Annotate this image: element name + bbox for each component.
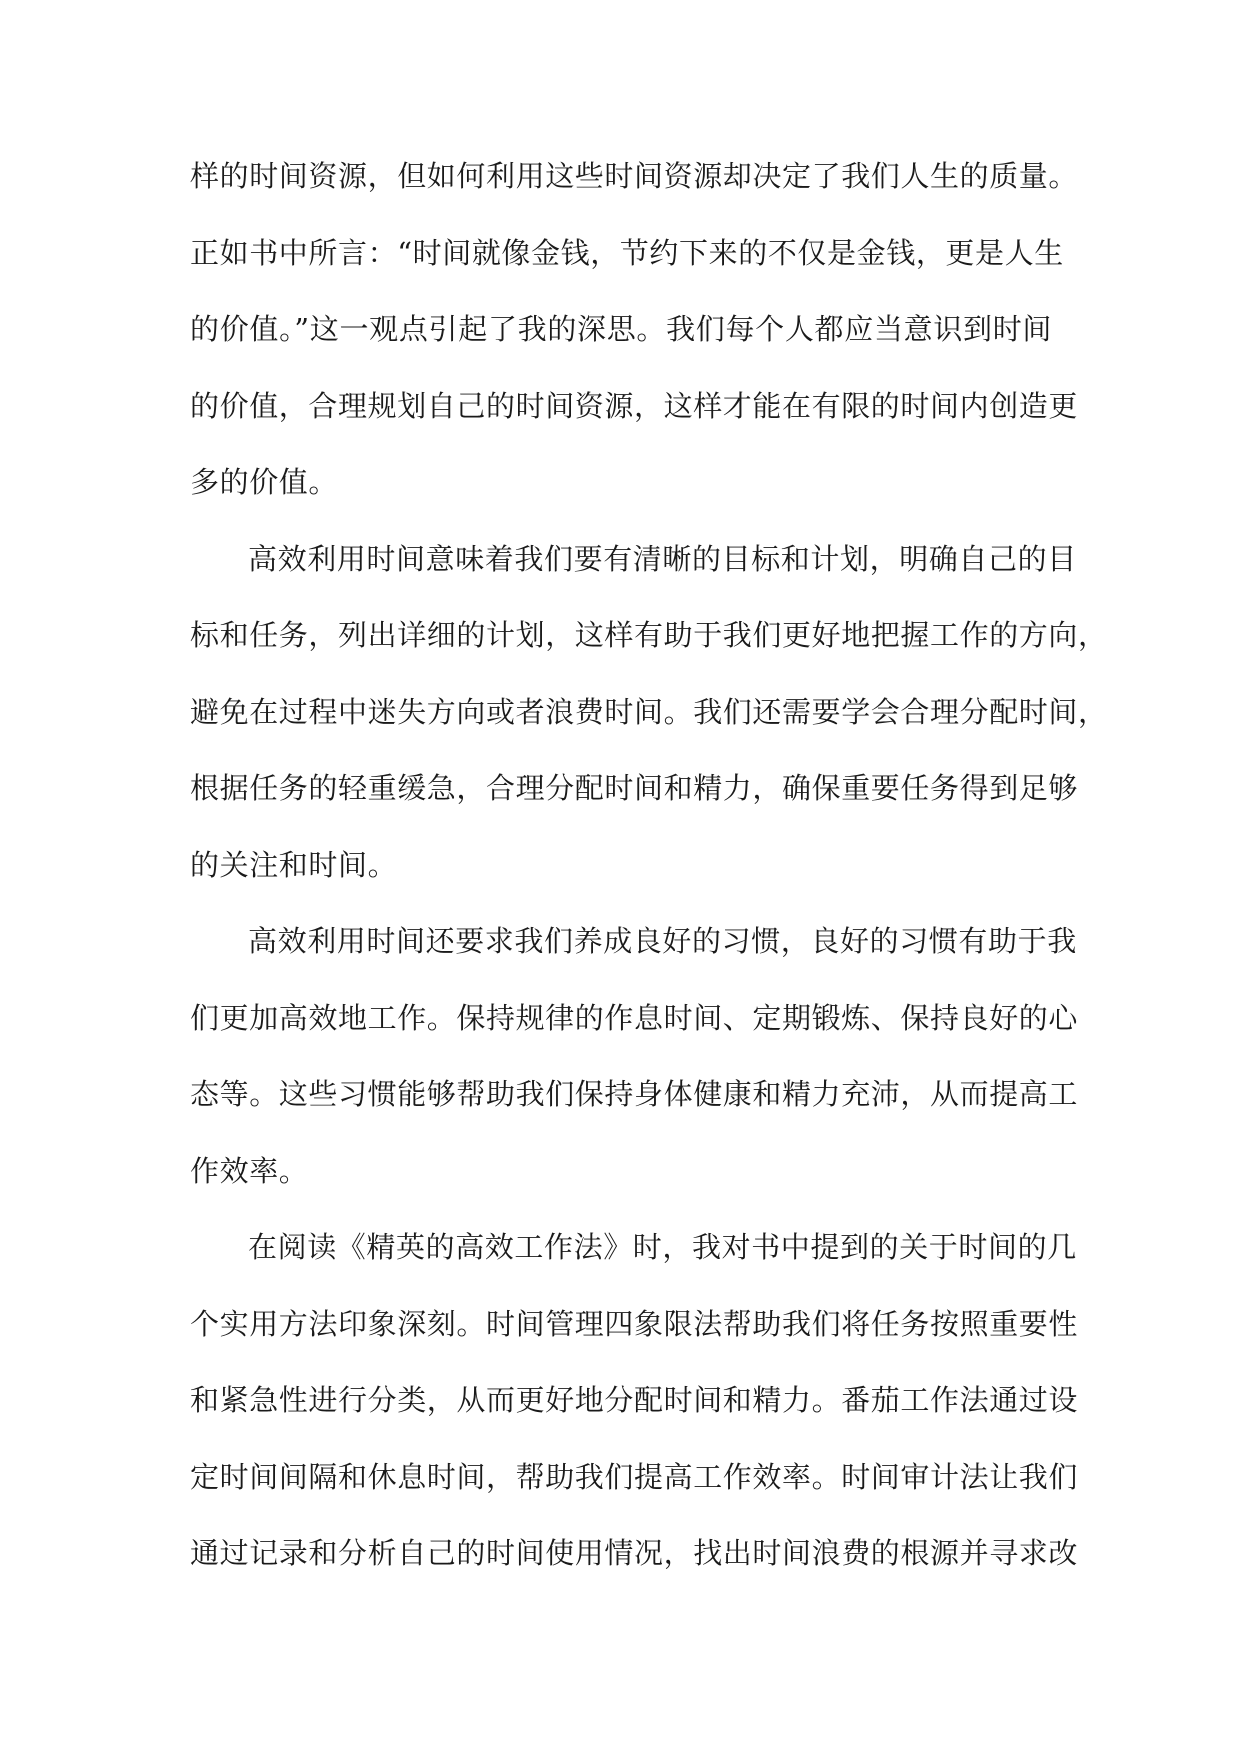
- text-line: 根据任务的轻重缓急，合理分配时间和精力，确保重要任务得到足够: [190, 771, 1079, 805]
- text-line: 在阅读《精英的高效工作法》时，我对书中提到的关于时间的几: [248, 1230, 1077, 1264]
- text-line: 作效率。: [190, 1153, 309, 1188]
- text-line: 的关注和时间。: [190, 847, 398, 882]
- paragraph-1: [190, 138, 1079, 521]
- paragraph-2: [190, 521, 1108, 904]
- text-line: 和紧急性进行分类，从而更好地分配时间和精力。番茄工作法通过设: [190, 1383, 1079, 1417]
- text-line: 样的时间资源，但如何利用这些时间资源却决定了我们人生的质量。: [190, 159, 1079, 193]
- text-line: 正如书中所言：“时间就像金钱，节约下来的不仅是金钱，更是人生: [190, 235, 1064, 270]
- text-line: 们更加高效地工作。保持规律的作息时间、定期锻炼、保持良好的心: [190, 1000, 1079, 1035]
- body-text: [190, 138, 1108, 1592]
- text-line: 通过记录和分析自己的时间使用情况，找出时间浪费的根源并寻求改: [190, 1536, 1079, 1570]
- text-line: 定时间间隔和休息时间，帮助我们提高工作效率。时间审计法让我们: [190, 1459, 1079, 1494]
- text-line: 多的价值。: [190, 465, 339, 499]
- paragraph-4: [190, 1209, 1079, 1592]
- text-line: 标和任务，列出详细的计划，这样有助于我们更好地把握工作的方向，: [190, 618, 1108, 652]
- text-line: 的价值。”这一观点引起了我的深思。我们每个人都应当意识到时间: [190, 312, 1052, 346]
- paragraph-3: [190, 903, 1079, 1209]
- text-line: 高效利用时间还要求我们养成良好的习惯，良好的习惯有助于我: [248, 924, 1077, 958]
- text-line: 态等。这些习惯能够帮助我们保持身体健康和精力充沛，从而提高工: [190, 1077, 1079, 1111]
- text-line: 的价值，合理规划自己的时间资源，这样才能在有限的时间内创造更: [190, 388, 1079, 423]
- text-line: 个实用方法印象深刻。时间管理四象限法帮助我们将任务按照重要性: [190, 1306, 1079, 1341]
- text-line: 避免在过程中迷失方向或者浪费时间。我们还需要学会合理分配时间，: [190, 694, 1108, 729]
- text-line: 高效利用时间意味着我们要有清晰的目标和计划，明确自己的目: [248, 541, 1077, 576]
